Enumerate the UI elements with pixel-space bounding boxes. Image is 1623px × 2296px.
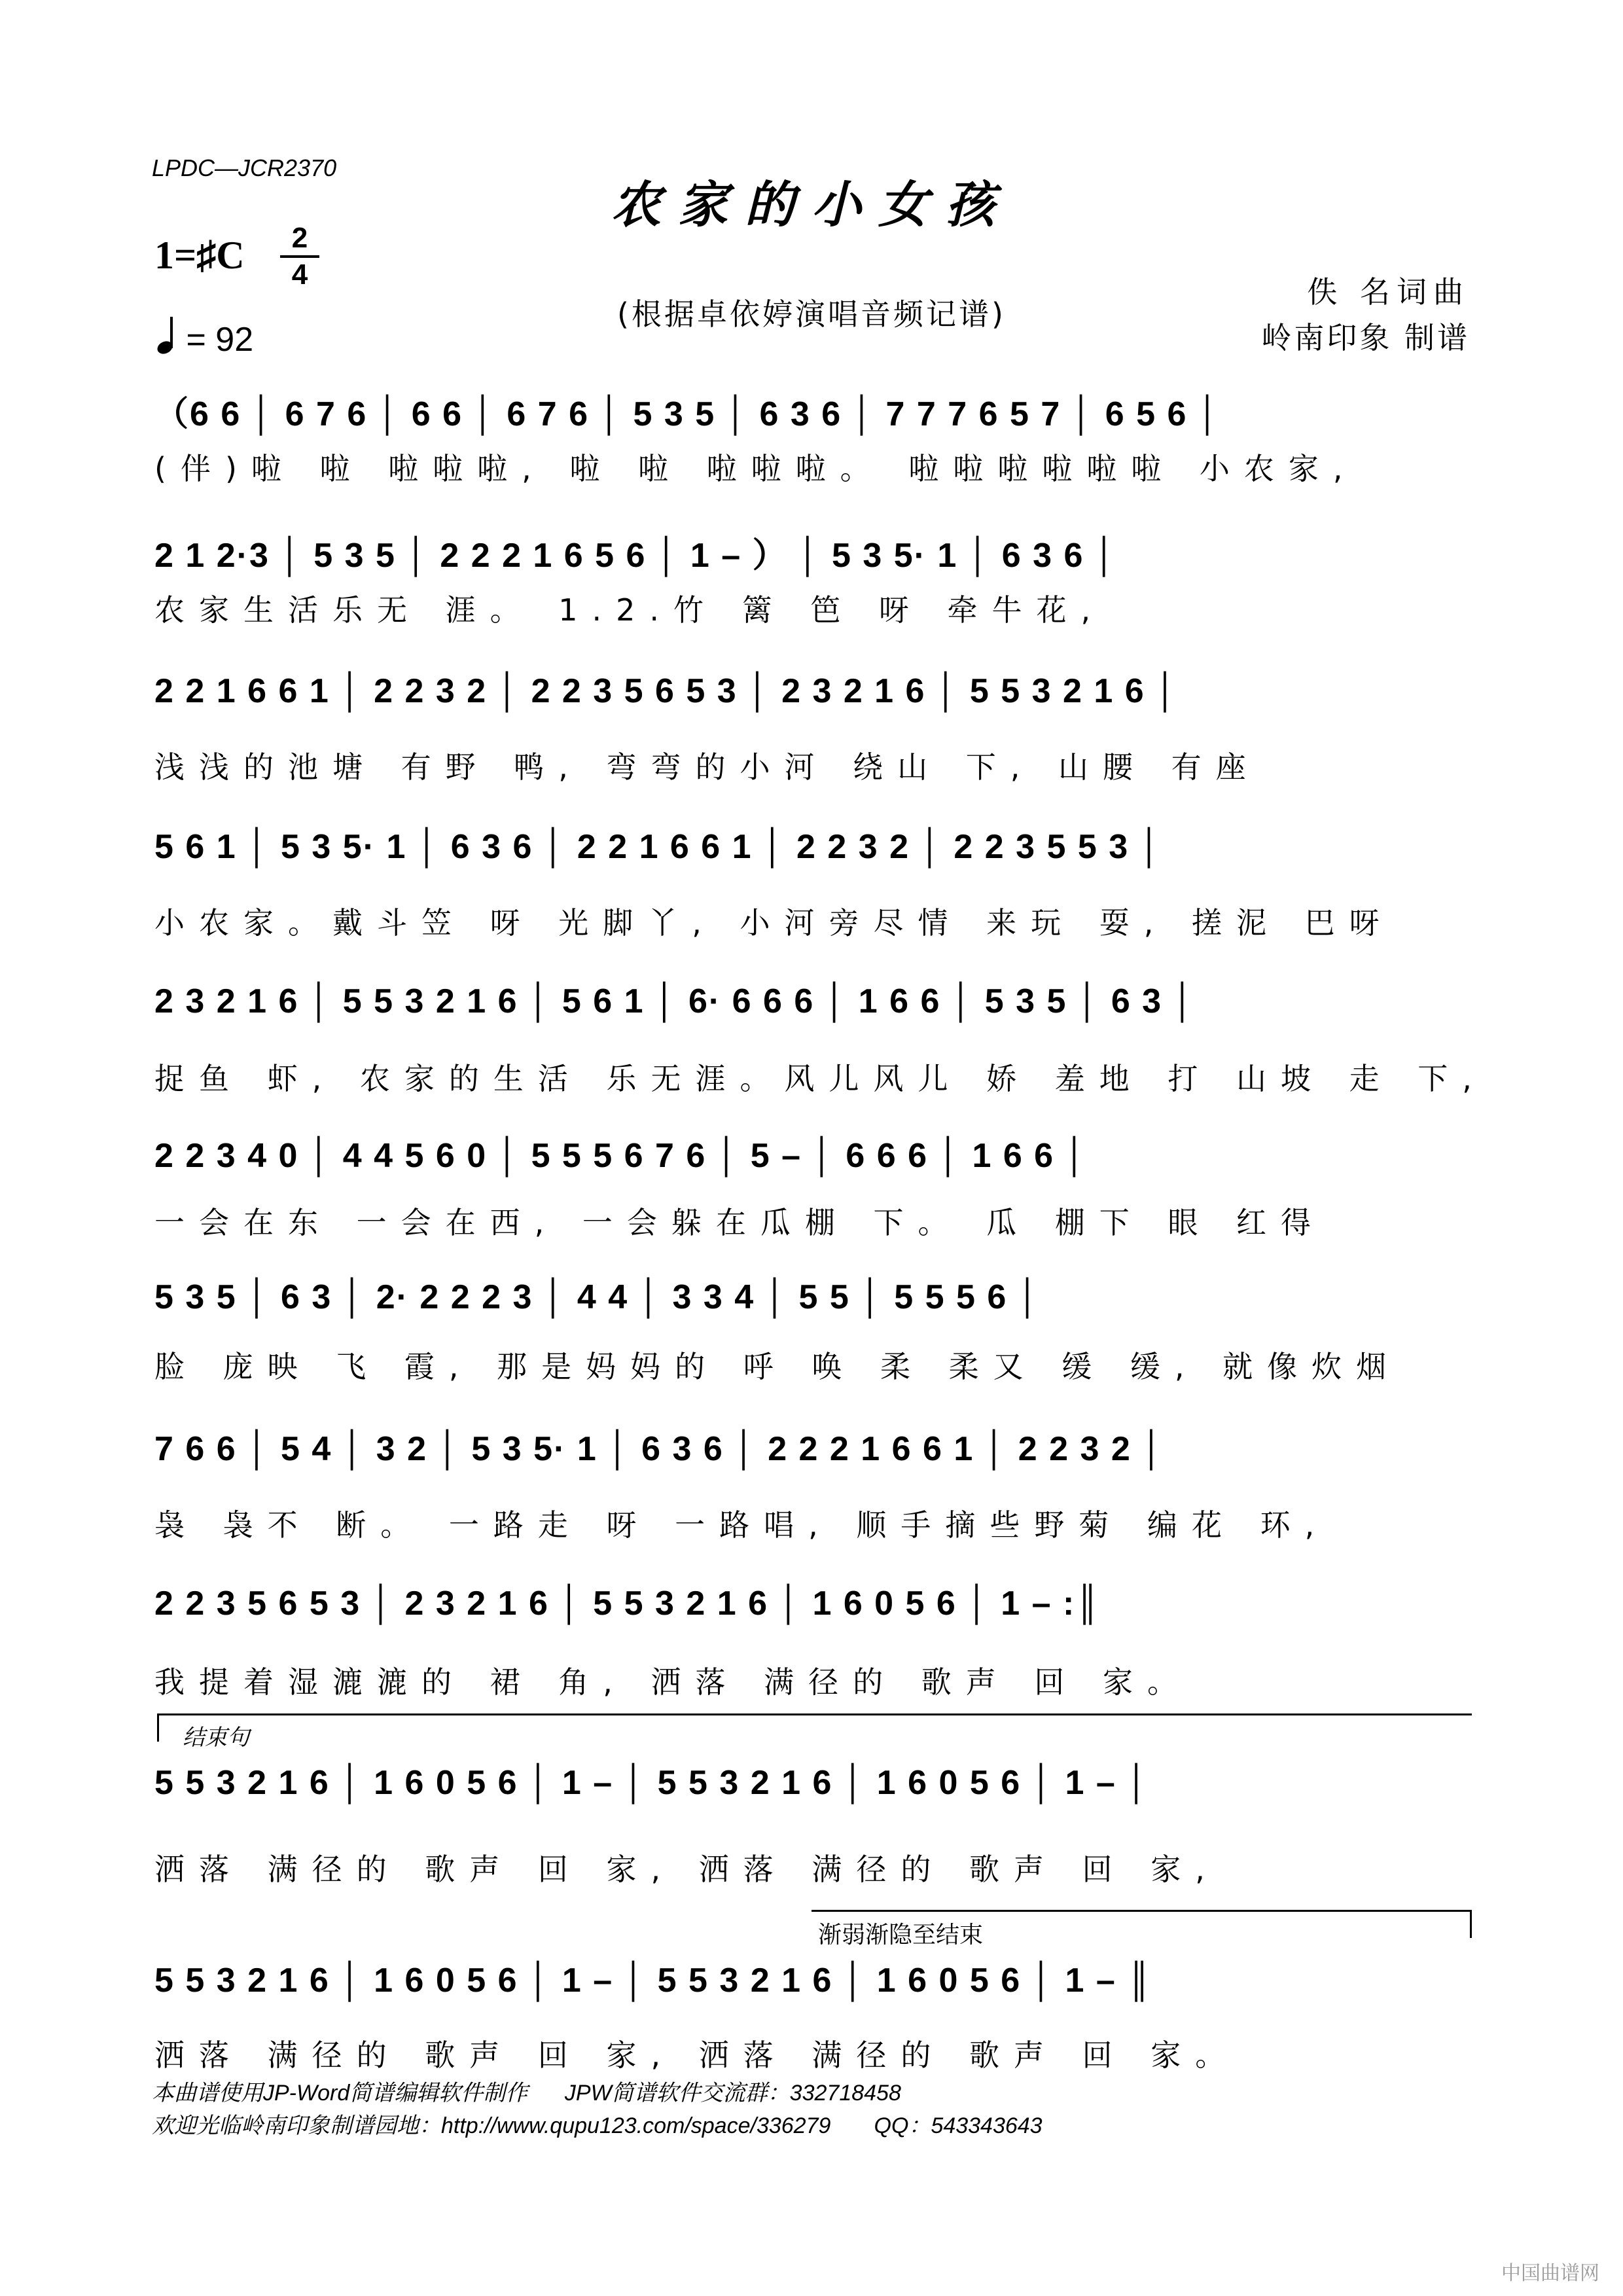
notes-line: 5 5 3 2 1 6 │ 1 6 0 5 6 │ 1 – │ 5 5 3 2 1 6 │ 1 6 0 5 6 │ 1 – ║: [154, 1962, 1153, 2000]
score-row-4: [154, 827, 1470, 880]
score-row-11: [154, 1961, 1470, 2013]
notes-line: 2 2 3 5 6 5 3 │ 2 3 2 1 6 │ 5 5 3 2 1 6 │ 1 6 0 5 6 │ 1 – :║: [154, 1585, 1101, 1623]
footer-line-1: 本曲谱使用JP-Word简谱编辑软件制作 JPW简谱软件交流群：332718458: [152, 2081, 901, 2106]
lyric-row-11: 洒落 满径的 歌声 回 家, 洒落 满径的 歌声 回 家。: [154, 2037, 1240, 2073]
time-signature: [280, 223, 319, 291]
notes-line: 2 3 2 1 6 │ 5 5 3 2 1 6 │ 5 6 1 │ 6· 6 6 6 │ 1 6 6 │ 5 3 5 │ 6 3 │: [154, 982, 1196, 1020]
time-bottom: 4: [291, 259, 308, 291]
tempo-value: = 92: [186, 321, 254, 359]
notes-line: 5 3 5 │ 6 3 │ 2· 2 2 2 3 │ 4 4 │ 3 3 4 │ 5 5 │ 5 5 5 6 │: [154, 1278, 1041, 1316]
score-row-10: [154, 1763, 1470, 1816]
key-signature: 1=♯C: [154, 234, 245, 277]
ending-label: 结束句: [183, 1725, 249, 1751]
notes-line: 5 6 1 │ 5 3 5· 1 │ 6 3 6 │ 2 2 1 6 6 1 │ 2 2 3 2 │ 2 2 3 5 5 3 │: [154, 828, 1163, 866]
notes-line: （6 6 │ 6 7 6 │ 6 6 │ 6 7 6 │ 5 3 5 │ 6 3 6 │ 7 7 7 6 5 7 │ 6 5 6 │: [154, 395, 1221, 433]
notes-line: 7 6 6 │ 5 4 │ 3 2 │ 5 3 5· 1 │ 6 3 6 │ 2 2 2 1 6 6 1 │ 2 2 3 2 │: [154, 1430, 1165, 1468]
notes-line: 5 5 3 2 1 6 │ 1 6 0 5 6 │ 1 – │ 5 5 3 2 1 6 │ 1 6 0 5 6 │ 1 – │: [154, 1764, 1150, 1802]
arranger-credit: 岭南印象 制谱: [1261, 320, 1470, 355]
score-row-6: [154, 1136, 1470, 1189]
lyric-row-7: 脸 庞映 飞 霞, 那是妈妈的 呼 唤 柔 柔又 缓 缓, 就像炊烟: [154, 1349, 1401, 1384]
score-row-5: [154, 982, 1470, 1034]
lyric-row-4: 小农家。戴斗笠 呀 光脚丫, 小河旁尽情 来玩 耍, 搓泥 巴呀: [154, 905, 1394, 941]
lyric-row-1: (伴)啦 啦 啦啦啦, 啦 啦 啦啦啦。 啦啦啦啦啦啦 小农家,: [154, 451, 1357, 486]
score-code: LPDC—JCR2370: [152, 154, 337, 181]
score-row-3: [154, 672, 1470, 724]
score-row-8: [154, 1429, 1470, 1482]
notes-line: 2 2 3 4 0 │ 4 4 5 6 0 │ 5 5 5 6 7 6 │ 5 – │ 6 6 6 │ 1 6 6 │: [154, 1137, 1088, 1175]
lyric-row-10: 洒落 满径的 歌声 回 家, 洒落 满径的 歌声 回 家,: [154, 1852, 1219, 1887]
lyric-row-3: 浅浅的池塘 有野 鸭, 弯弯的小河 绕山 下, 山腰 有座: [154, 749, 1260, 785]
watermark-logo: 中国曲谱网: [1501, 2262, 1599, 2285]
lyric-row-8: 袅 袅不 断。 一路走 呀 一路唱, 顺手摘些野菊 编花 环,: [154, 1507, 1329, 1543]
score-row-7: [154, 1278, 1470, 1330]
ending-bracket: [157, 1713, 1472, 1751]
score-row-2: [154, 528, 1470, 580]
lyric-row-2: 农家生活乐无 涯。 1.2.竹 篱 笆 呀 牵牛花,: [154, 592, 1105, 628]
composer-credit: 佚 名词曲: [1307, 274, 1470, 310]
time-divider: [280, 255, 319, 258]
notes-line: 2 2 1 6 6 1 │ 2 2 3 2 │ 2 2 3 5 6 5 3 │ 2 3 2 1 6 │ 5 5 3 2 1 6 │: [154, 672, 1179, 710]
page-title: 农家的小女孩: [611, 175, 1012, 234]
score-row-9: [154, 1584, 1470, 1636]
score-row-1: [154, 386, 1470, 439]
source-note: (根据卓依婷演唱音频记谱): [617, 296, 1006, 332]
lyric-row-5: 捉鱼 虾, 农家的生活 乐无涯。风儿风儿 娇 羞地 打 山坡 走 下,: [154, 1061, 1486, 1096]
lyric-row-9: 我提着湿漉漉的 裙 角, 洒落 满径的 歌声 回 家。: [154, 1664, 1192, 1700]
lyric-row-6: 一会在东 一会在西, 一会躲在瓜棚 下。 瓜 棚下 眼 红得: [154, 1205, 1325, 1240]
time-top: 2: [291, 222, 308, 254]
footer-line-2: 欢迎光临岭南印象制谱园地：http://www.qupu123.com/space/336279 QQ：543343643: [152, 2113, 1043, 2138]
notes-line: 2 1 2·3 │ 5 3 5 │ 2 2 2 1 6 5 6 │ 1 – ） │ 5 3 5· 1 │ 6 3 6 │: [154, 537, 1118, 575]
fade-label: 渐弱渐隐至结束: [818, 1922, 984, 1948]
